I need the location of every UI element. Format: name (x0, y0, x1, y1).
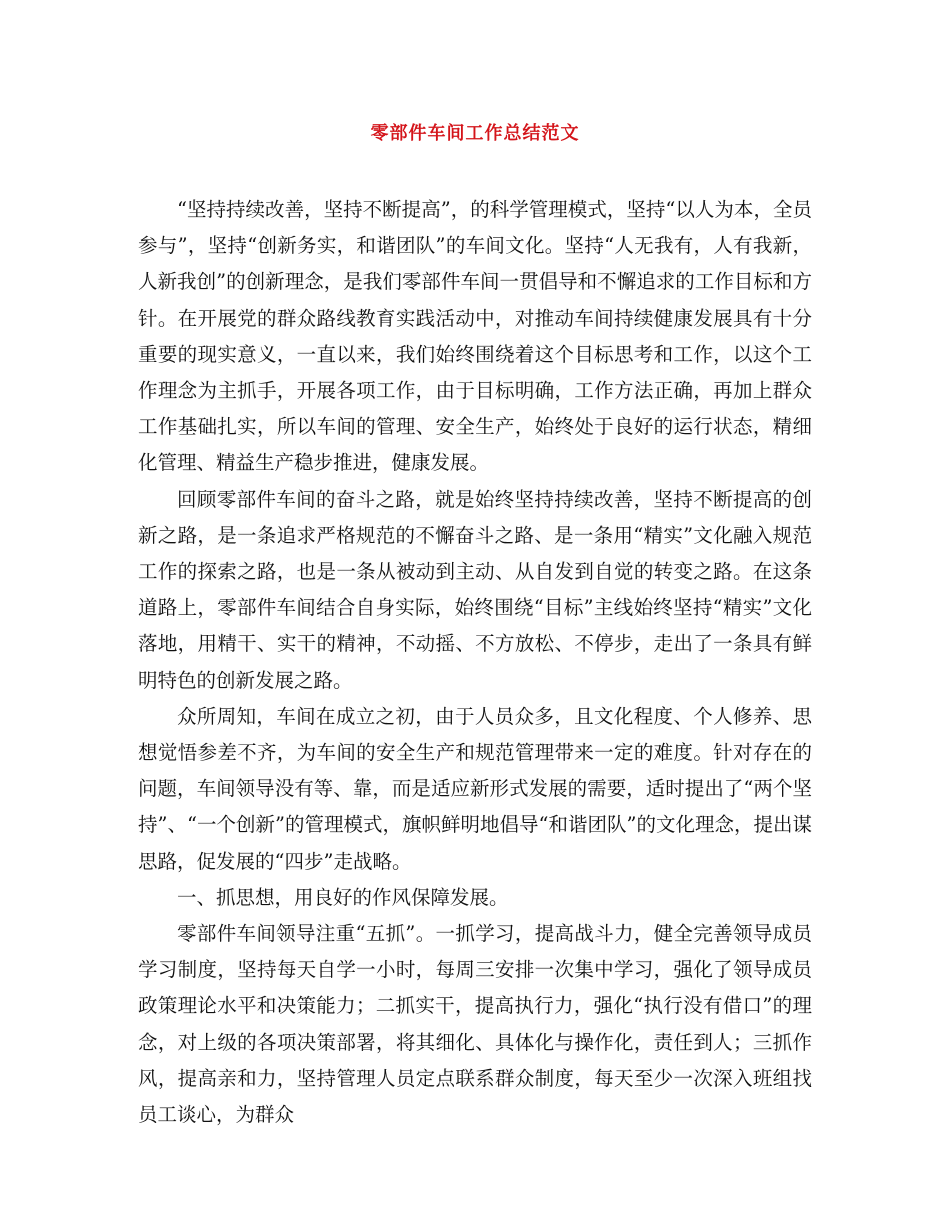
document-title: 零部件车间工作总结范文 (370, 123, 580, 144)
paragraph-intro: “坚持持续改善，坚持不断提高”，的科学管理模式，坚持“以人为本，全员参与”，坚持“创新务实，和谐团队”的车间文化。坚持“人无我有，人有我新，人新我创”的创新理念，是我们零部件车间一贯倡导和不懈追求的工作目标和方针。在开展党的群众路线教育实践活动中，对推动车间持续健康发展具有十分重要的现实意义，一直以来，我们始终围绕着这个目标思考和工作，以这个工作理念为主抓手，开展各项工作，由于目标明确，工作方法正确，再加上群众工作基础扎实，所以车间的管理、安全生产，始终处于良好的运行状态，精细化管理、精益生产稳步推进，健康发展。 (138, 198, 812, 475)
document-body (138, 192, 812, 1133)
paragraph-review: 回顾零部件车间的奋斗之路，就是始终坚持持续改善，坚持不断提高的创新之路，是一条追求严格规范的不懈奋斗之路、是一条用“精实”文化融入规范工作的探索之路，也是一条从被动到主动、从自发到自觉的转变之路。在这条道路上，零部件车间结合自身实际，始终围绕“目标”主线始终坚持“精实”文化落地，用精干、实干的精神，不动摇、不方放松、不停步，走出了一条具有鲜明特色的创新发展之路。 (138, 487, 812, 692)
paragraph-five-focus: 零部件车间领导注重“五抓”。一抓学习，提高战斗力，健全完善领导成员学习制度，坚持每天自学一小时，每周三安排一次集中学习，强化了领导成员政策理论水平和决策能力；二抓实干，提高执行力，强化“执行没有借口”的理念，对上级的各项决策部署，将其细化、具体化与操作化，责任到人；三抓作风，提高亲和力，坚持管理人员定点联系群众制度，每天至少一次深入班组找员工谈心，为群众 (138, 922, 812, 1127)
section-heading-1: 一、抓思想，用良好的作风保障发展。 (177, 885, 509, 909)
paragraph-background: 众所周知，车间在成立之初，由于人员众多，且文化程度、个人修养、思想觉悟参差不齐，为车间的安全生产和规范管理带来一定的难度。针对存在的问题，车间领导没有等、靠，而是适应新形式发展的需要，适时提出了“两个坚持”、“一个创新”的管理模式，旗帜鲜明地倡导“和谐团队”的文化理念，提出谋思路，促发展的“四步”走战略。 (138, 704, 812, 873)
